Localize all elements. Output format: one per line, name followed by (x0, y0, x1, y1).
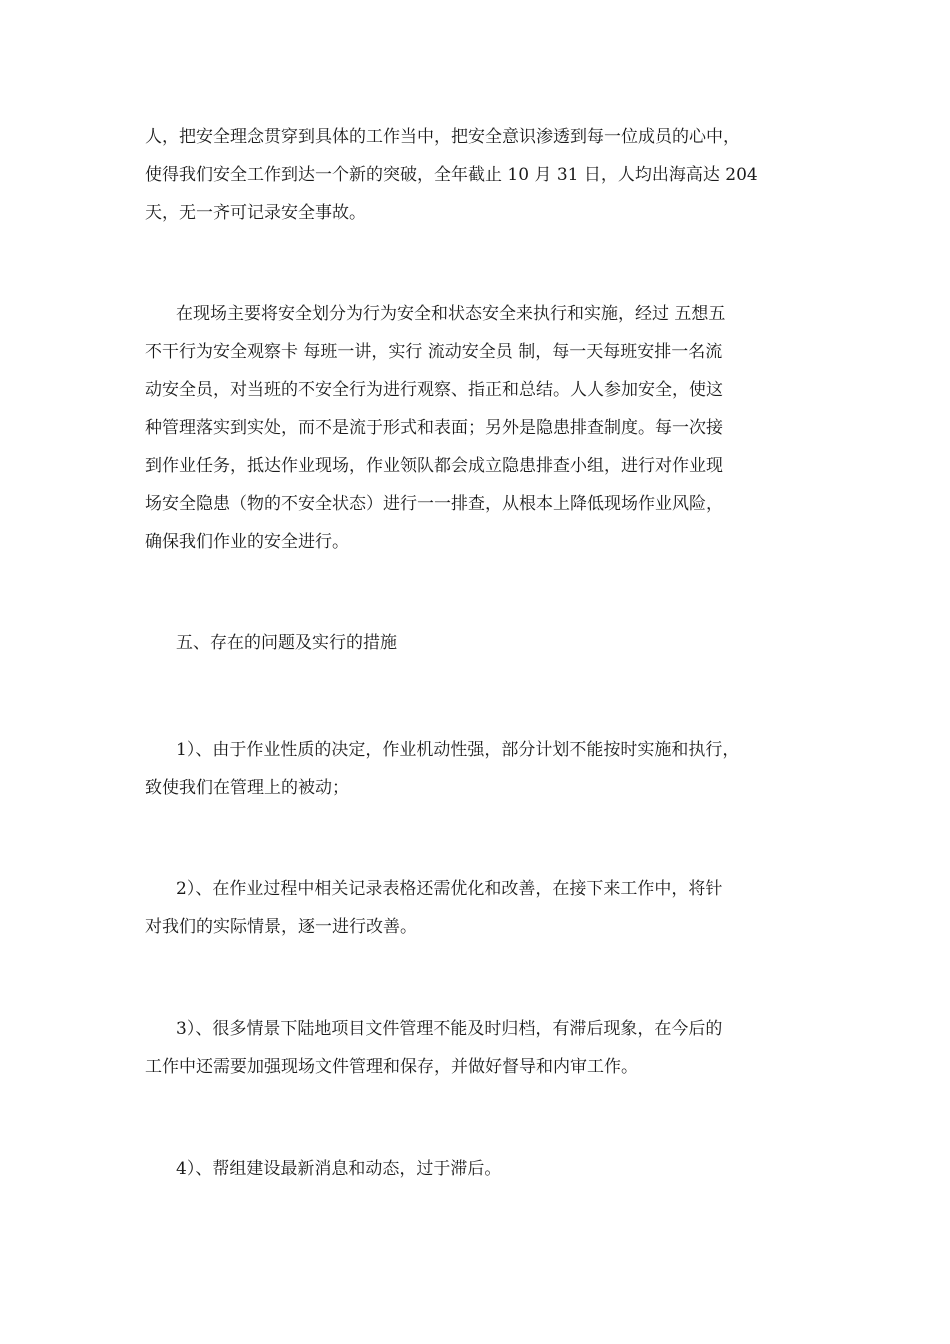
paragraph-issue-2 (145, 870, 805, 946)
text-line: 工作中还需要加强现场文件管理和保存，并做好督导和内审工作。 (145, 1057, 638, 1077)
text-line: 不干行为安全观察卡 每班一讲，实行 流动安全员 制，每一天每班安排一名流 (145, 342, 723, 362)
text-line: 到作业任务，抵达作业现场，作业领队都会成立隐患排查小组，进行对作业现 (145, 456, 723, 476)
paragraph-issue-4 (145, 1150, 805, 1188)
text-line: 确保我们作业的安全进行。 (145, 532, 349, 552)
text-line: 天，无一齐可记录安全事故。 (145, 203, 366, 223)
text-line: 致使我们在管理上的被动； (145, 778, 349, 798)
paragraph-issue-1 (145, 731, 805, 807)
paragraph-site-safety (145, 295, 805, 561)
text-line: 4）、帮组建设最新消息和动态，过于滞后。 (176, 1159, 502, 1179)
text-line: 3）、很多情景下陆地项目文件管理不能及时归档，有滞后现象，在今后的 (176, 1019, 723, 1039)
text-line: 使得我们安全工作到达一个新的突破，全年截止 10 月 31 日，人均出海高达 204 (145, 165, 758, 185)
section-heading (145, 624, 805, 662)
heading-text: 五、存在的问题及实行的措施 (176, 633, 397, 653)
paragraph-issue-3 (145, 1010, 805, 1086)
text-line: 2）、在作业过程中相关记录表格还需优化和改善，在接下来工作中，将针 (176, 879, 723, 899)
text-line: 人，把安全理念贯穿到具体的工作当中，把安全意识渗透到每一位成员的心中， (145, 127, 740, 147)
text-line: 在现场主要将安全划分为行为安全和状态安全来执行和实施，经过 五想五 (176, 304, 726, 324)
text-line: 对我们的实际情景，逐一进行改善。 (145, 917, 417, 937)
text-line: 动安全员，对当班的不安全行为进行观察、指正和总结。人人参加安全，使这 (145, 380, 723, 400)
paragraph-safety-summary (145, 118, 805, 232)
text-line: 场安全隐患（物的不安全状态）进行一一排查，从根本上降低现场作业风险， (145, 494, 723, 514)
text-line: 种管理落实到实处，而不是流于形式和表面；另外是隐患排查制度。每一次接 (145, 418, 723, 438)
text-line: 1）、由于作业性质的决定，作业机动性强，部分计划不能按时实施和执行， (176, 740, 740, 760)
